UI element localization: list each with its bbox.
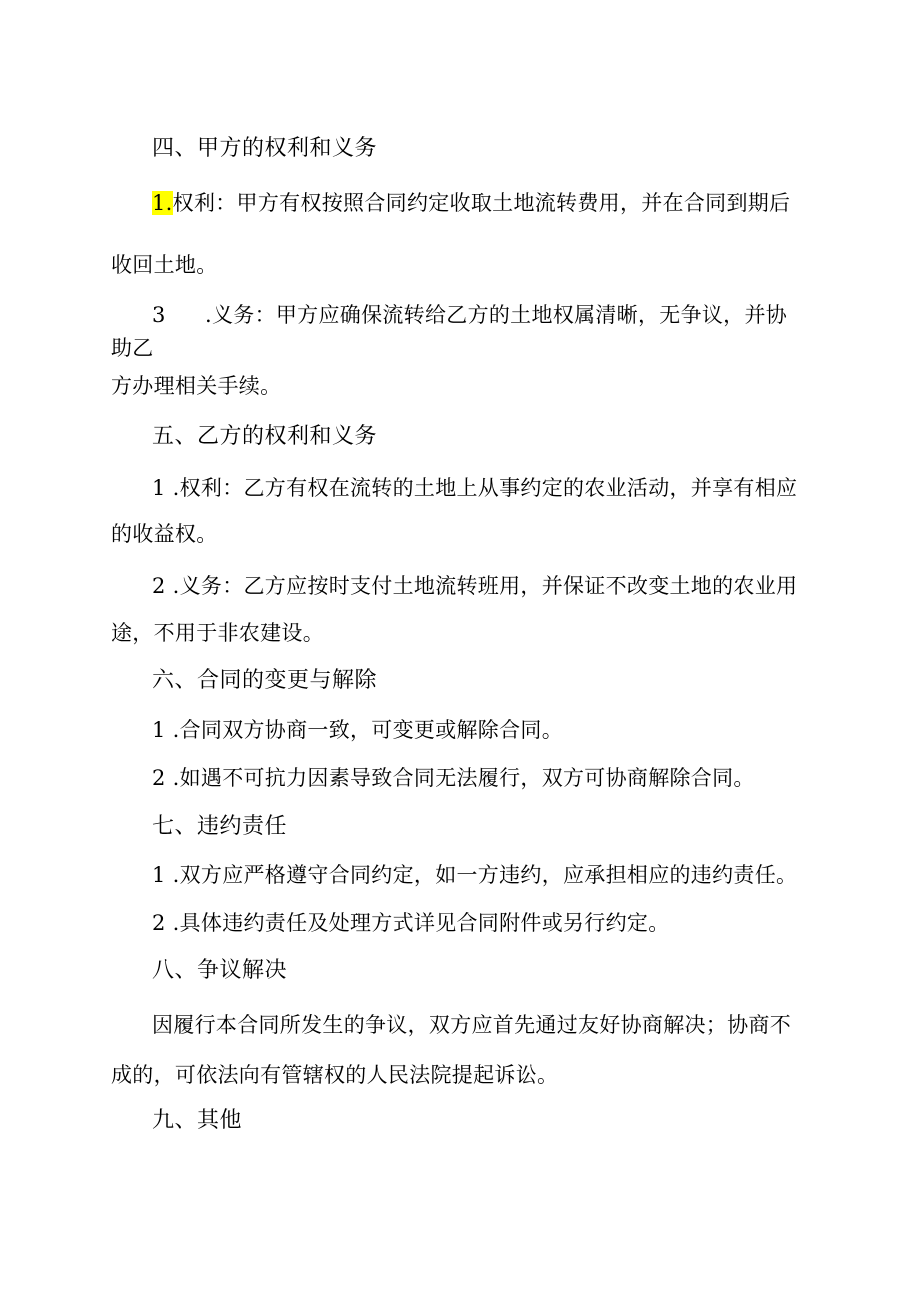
section-5-item-2-line-1: 2 .义务：乙方应按时支付土地流转班用，并保证不改变土地的农业用 — [152, 574, 798, 598]
section-4-item-3-line-3: 方办理相关手续。 — [111, 374, 282, 398]
section-7-item-1: 1 .双方应严格遵守合同约定，如一方违约，应承担相应的违约责任。 — [152, 863, 798, 887]
section-4-item-1-line-2: 收回土地。 — [111, 253, 218, 277]
section-8-paragraph-line-2: 成的，可依法向有管辖权的人民法院提起诉讼。 — [111, 1063, 559, 1087]
section-6-item-1: 1 .合同双方协商一致，可变更或解除合同。 — [152, 718, 564, 742]
section-4-item-3-number: 3 — [152, 303, 166, 327]
section-4-item-1-line-1 — [152, 190, 790, 216]
section-4-item-3-line-2: 助乙 — [111, 336, 154, 360]
section-5-item-1-line-1: 1 .权利：乙方有权在流转的土地上从事约定的农业活动，并享有相应 — [152, 476, 798, 500]
section-8-paragraph-line-1: 因履行本合同所发生的争议，双方应首先通过友好协商解决；协商不 — [152, 1013, 791, 1037]
section-6-item-2: 2 .如遇不可抗力因素导致合同无法履行，双方可协商解除合同。 — [152, 766, 755, 790]
section-9-heading: 九、其他 — [152, 1108, 243, 1133]
section-8-heading: 八、争议解决 — [152, 958, 288, 983]
section-6-heading: 六、合同的变更与解除 — [152, 668, 378, 693]
highlighted-item-number: 1. — [152, 191, 173, 215]
section-4-item-1-text: 权利：甲方有权按照合同约定收取土地流转费用，并在合同到期后 — [172, 191, 791, 215]
section-4-heading: 四、甲方的权利和义务 — [152, 136, 378, 161]
section-5-heading: 五、乙方的权利和义务 — [152, 424, 378, 449]
section-5-item-1-line-2: 的收益权。 — [111, 522, 218, 546]
section-5-item-2-line-2: 途，不用于非农建设。 — [111, 621, 324, 645]
section-7-item-2: 2 .具体违约责任及处理方式详见合同附件或另行约定。 — [152, 911, 670, 935]
section-7-heading: 七、违约责任 — [152, 814, 288, 839]
section-4-item-3-line-1: .义务：甲方应确保流转给乙方的土地权属清晰，无争议，并协 — [205, 303, 788, 327]
